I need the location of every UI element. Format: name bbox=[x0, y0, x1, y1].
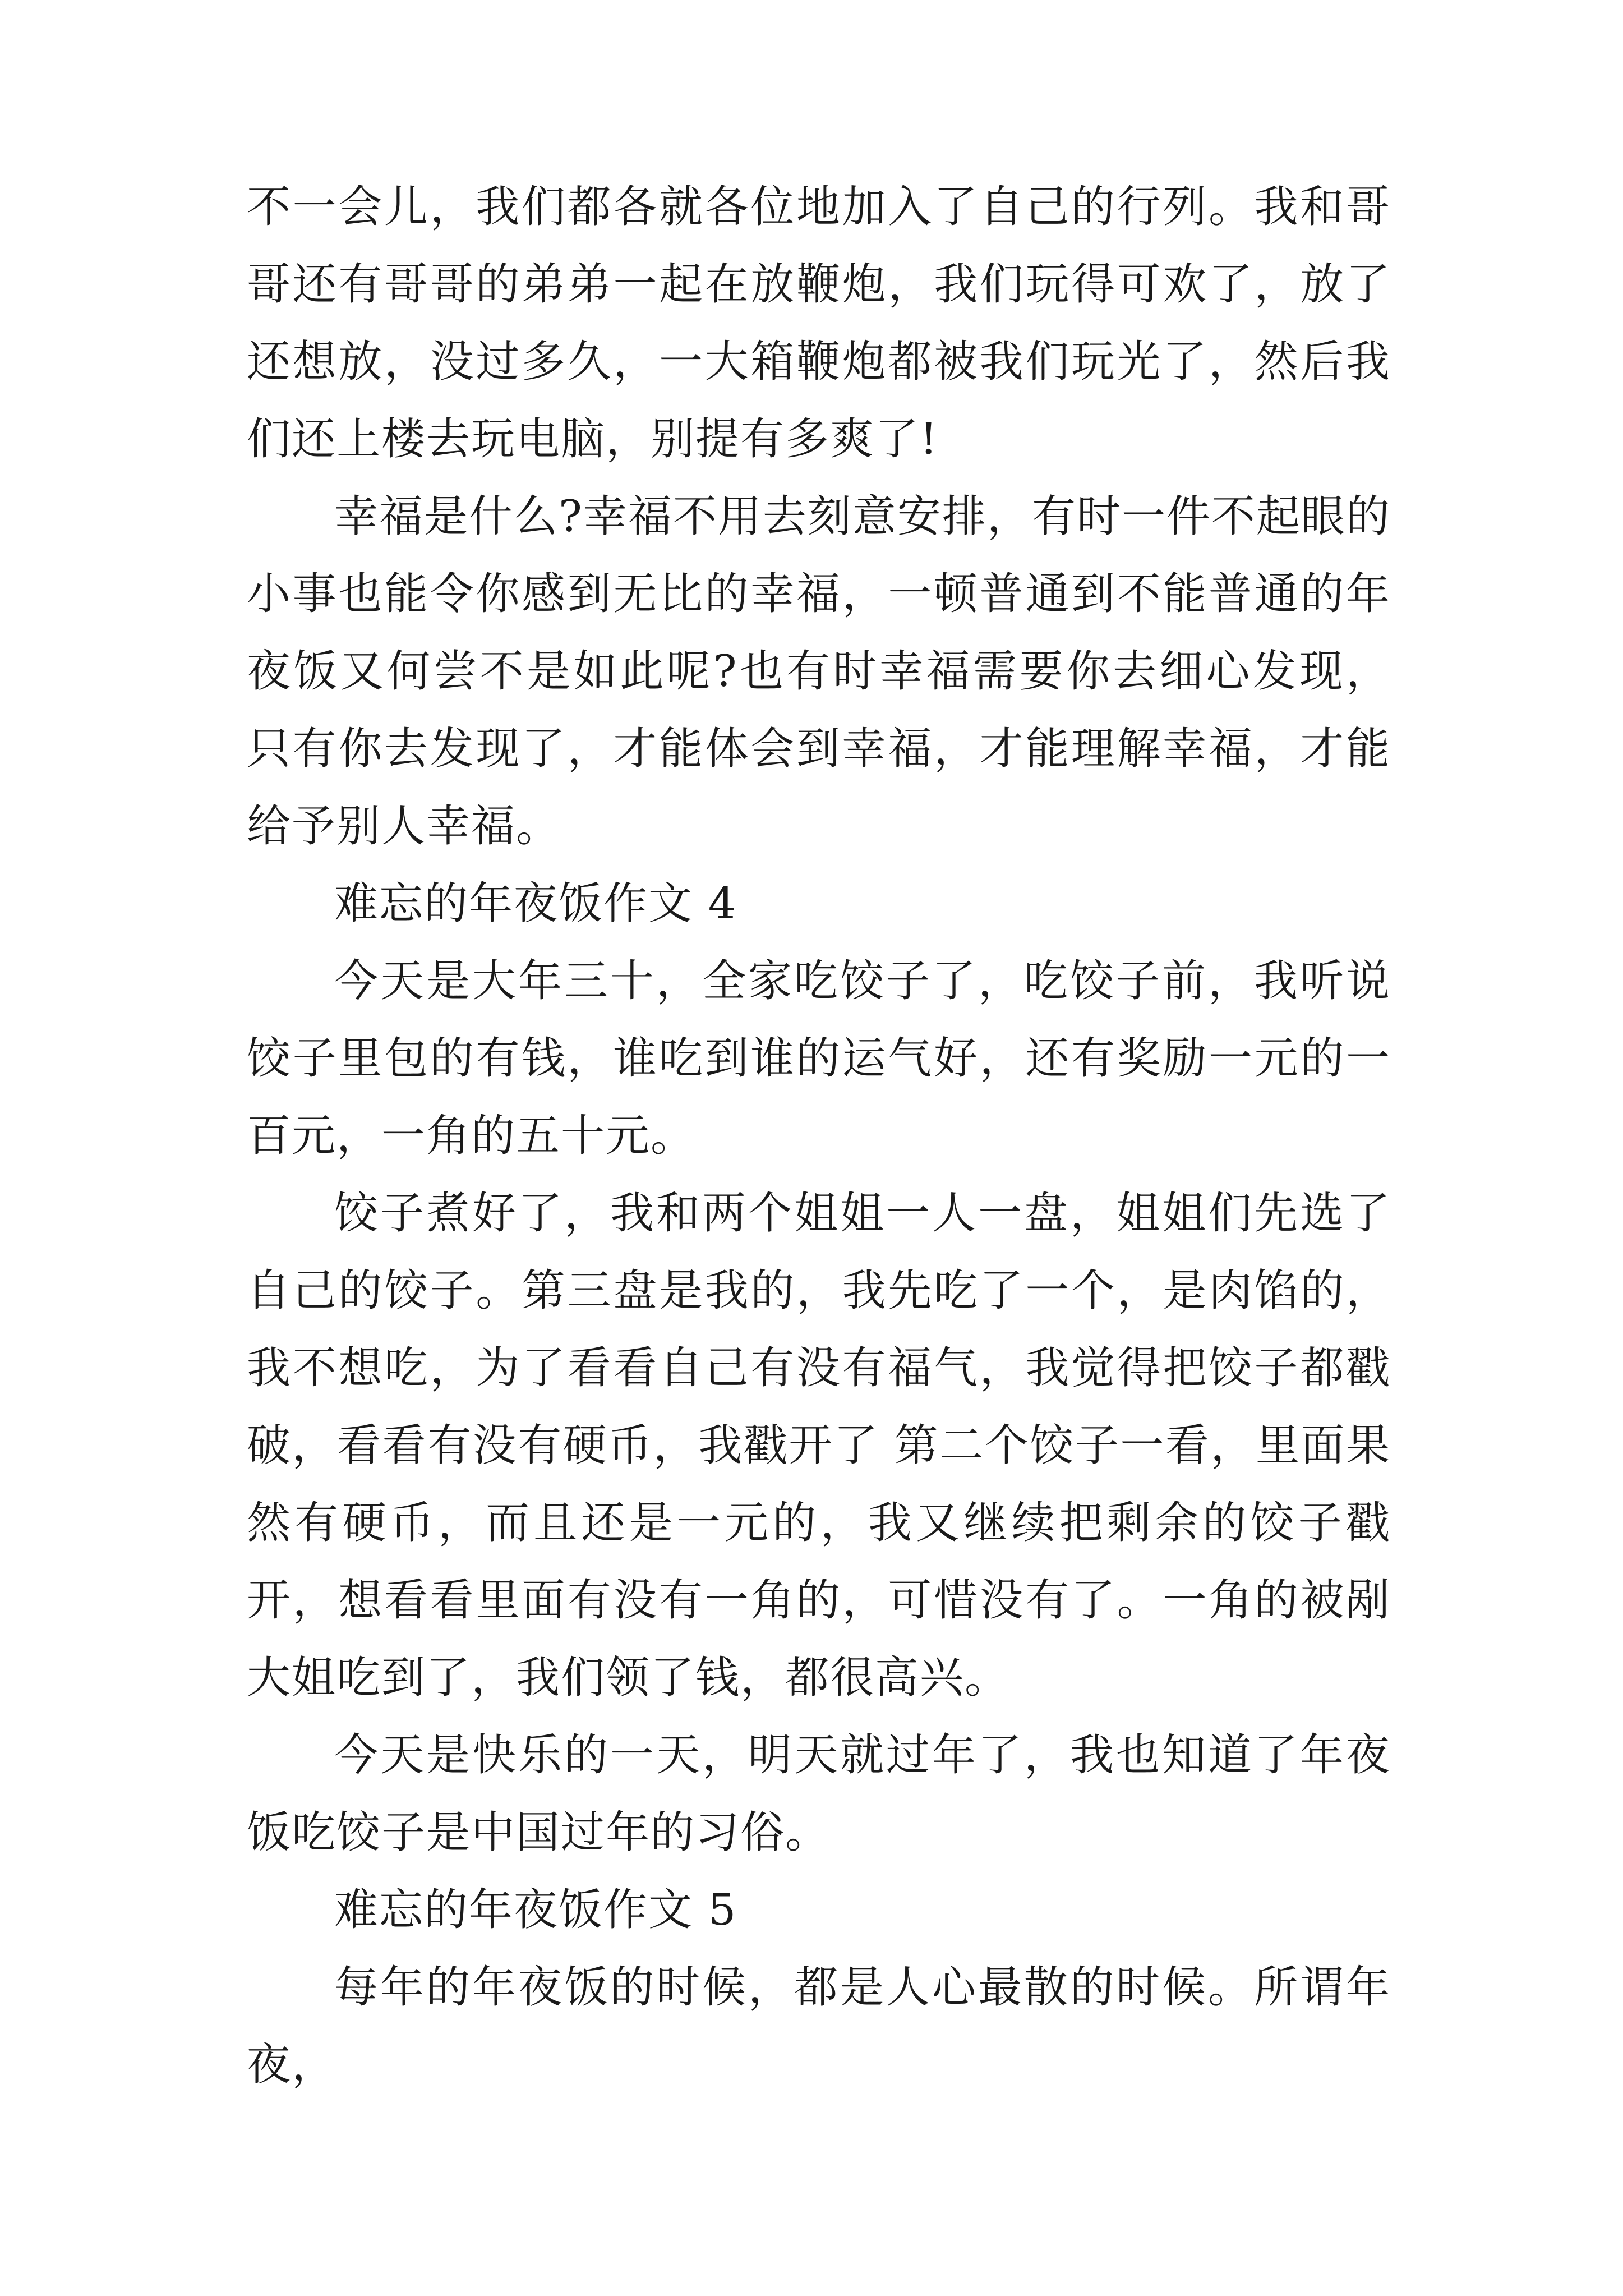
paragraph-every-year: 每年的年夜饭的时候，都是人心最散的时候。所谓年夜， bbox=[247, 1962, 1391, 2090]
paragraph-firecrackers: 不一会儿，我们都各就各位地加入了自己的行列。我和哥哥还有哥哥的弟弟一起在放鞭炮，我们玩得可欢了，放了还想放，没过多久，一大箱鞭炮都被我们玩光了，然后我们还上楼去玩电脑，别提有多爽了! bbox=[247, 182, 1391, 464]
paragraph-dumplings-intro: 今天是大年三十，全家吃饺子了，吃饺子前，我听说饺子里包的有钱，谁吃到谁的运气好，还有奖励一元的一百元，一角的五十元。 bbox=[247, 956, 1391, 1161]
section-heading-essay-5: 难忘的年夜饭作文 5 bbox=[334, 1885, 737, 1935]
paragraph-dumplings-coins: 饺子煮好了，我和两个姐姐一人一盘，姐姐们先选了自己的饺子。第三盘是我的，我先吃了一个，是肉馅的，我不想吃，为了看看自己有没有福气，我觉得把饺子都戳破，看看有没有硬币，我戳开了 第二个饺子一看，里面果然有硬币，而且还是一元的，我又继续把剩余的饺子戳开，想看看里面有没有一角的，可惜没有了。一角的被剐大姐吃到了，我们领了钱，都很高兴。 bbox=[247, 1188, 1391, 1703]
document-body bbox=[247, 168, 1391, 2104]
paragraph-happy-day: 今天是快乐的一天，明天就过年了，我也知道了年夜饭吃饺子是中国过年的习俗。 bbox=[247, 1730, 1391, 1858]
section-heading-essay-4: 难忘的年夜饭作文 4 bbox=[334, 878, 737, 929]
paragraph-happiness: 幸福是什么?幸福不用去刻意安排，有时一件不起眼的小事也能令你感到无比的幸福，一顿普通到不能普通的年夜饭又何尝不是如此呢?也有时幸福需要你去细心发现，只有你去发现了，才能体会到幸福，才能理解幸福，才能给予别人幸福。 bbox=[247, 491, 1391, 852]
